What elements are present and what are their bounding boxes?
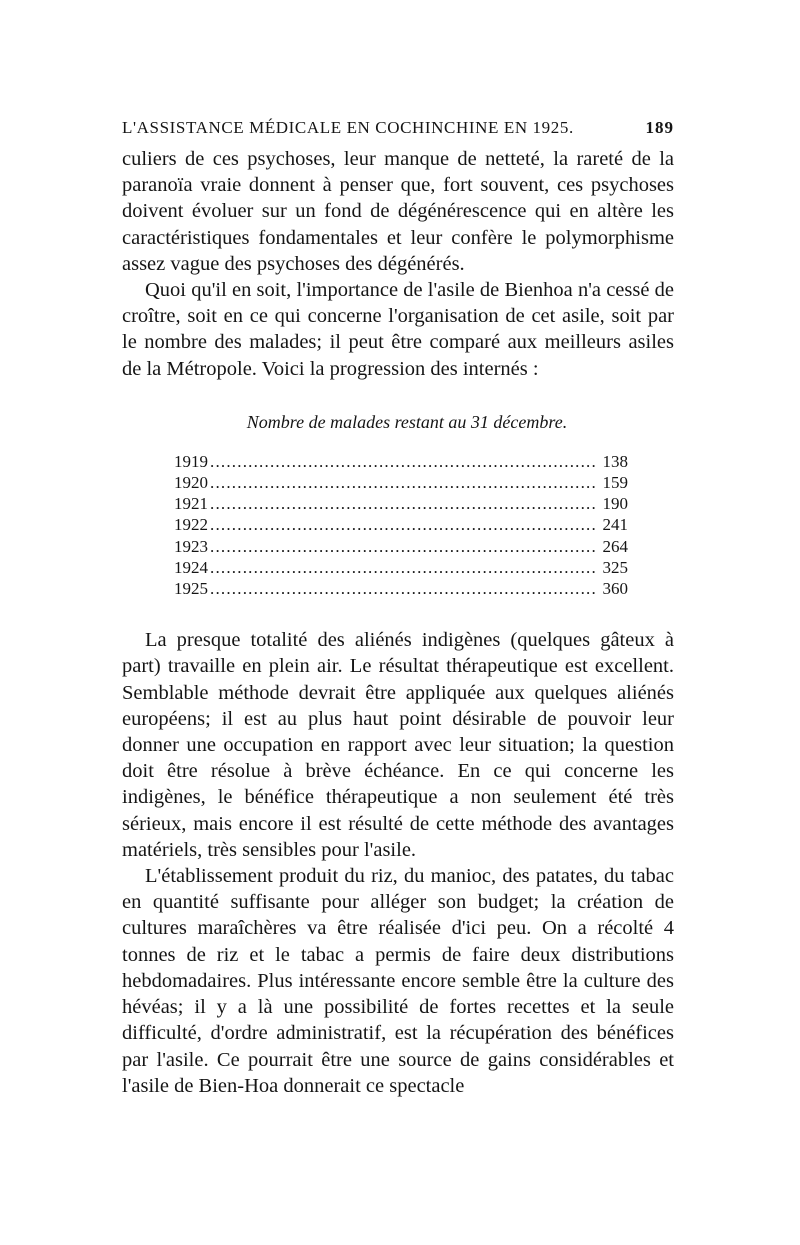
dot-leader — [210, 514, 596, 535]
dot-leader — [210, 536, 596, 557]
table-caption: Nombre de malades restant au 31 décembre. — [246, 411, 568, 432]
table-row — [174, 451, 628, 472]
dot-leader — [210, 472, 596, 493]
paragraph-bienhoa: Quoi qu'il en soit, l'importance de l'asile de Bienhoa n'a cessé de croître, soit en ce qui concerne l'organisation de cet asile, soit par le nombre des malades; il peut être comparé aux meilleurs asiles de la Métropole. Voici la progression des internés : — [122, 279, 674, 380]
dot-leader — [210, 493, 596, 514]
table-row — [174, 472, 628, 493]
table-row — [174, 578, 628, 599]
page-number: 189 — [645, 118, 674, 137]
row-year: 1924 — [174, 557, 208, 577]
running-header — [122, 118, 674, 138]
row-year: 1923 — [174, 536, 208, 556]
paragraph-outdoor-work: La presque totalité des aliénés indigènes (quelques gâteux à part) travaille en plein air. Le résultat thérapeutique est excellent. Semblable méthode devrait être appliquée aux quelques aliénés européens; il est au plus haut point désirable de pouvoir leur donner une occupation en rapport avec leur situation; la question doit être résolue à brève échéance. En ce qui concerne les indigènes, le bénéfice thérapeutique a non seulement été très sérieux, mais encore il est résulté de cette méthode des avantages matériels, très sensibles pour l'asile. — [122, 629, 674, 861]
row-year: 1919 — [174, 451, 208, 471]
row-value: 190 — [602, 494, 628, 514]
row-year: 1925 — [174, 579, 208, 599]
book-page — [122, 118, 674, 1099]
running-title: L'ASSISTANCE MÉDICALE EN COCHINCHINE EN 1925. — [122, 118, 574, 137]
row-year: 1921 — [174, 494, 208, 514]
paragraph-continuation: culiers de ces psychoses, leur manque de netteté, la rareté de la paranoïa vraie donnent à penser que, fort souvent, ces psychoses doivent évoluer sur un fond de dégénérescence qui en altère les caractéristiques fondamentales et leur confère le polymorphisme assez vague des psychoses des dégénérés. — [122, 148, 674, 275]
row-value: 159 — [602, 473, 628, 493]
table-row — [174, 514, 628, 535]
dot-leader — [210, 451, 596, 472]
dot-leader — [210, 578, 596, 599]
row-value: 241 — [602, 515, 628, 535]
row-year: 1922 — [174, 515, 208, 535]
row-value: 360 — [602, 579, 628, 599]
spacer — [122, 599, 674, 627]
row-year: 1920 — [174, 473, 208, 493]
row-value: 325 — [602, 557, 628, 577]
row-value: 264 — [602, 536, 628, 556]
dot-leader — [210, 557, 596, 578]
table-row — [174, 536, 628, 557]
patients-table — [174, 451, 628, 599]
paragraph-production: L'établissement produit du riz, du manioc, des patates, du tabac en quantité suffisante pour alléger son budget; la création de cultures maraîchères va être réalisée d'ici peu. On a récolté 4 tonnes de riz et le tabac a permis de faire deux distributions hebdomadaires. Plus intéressante encore semble être la culture des hévéas; il y a là une possibilité de fortes recettes et la seule difficulté, d'ordre administratif, est la récupération des bénéfices par l'asile. Ce pourrait être une source de gains considérables et l'asile de Bien-Hoa donnerait ce spectacle — [122, 865, 674, 1097]
table-row — [174, 557, 628, 578]
table-row — [174, 493, 628, 514]
row-value: 138 — [602, 451, 628, 471]
